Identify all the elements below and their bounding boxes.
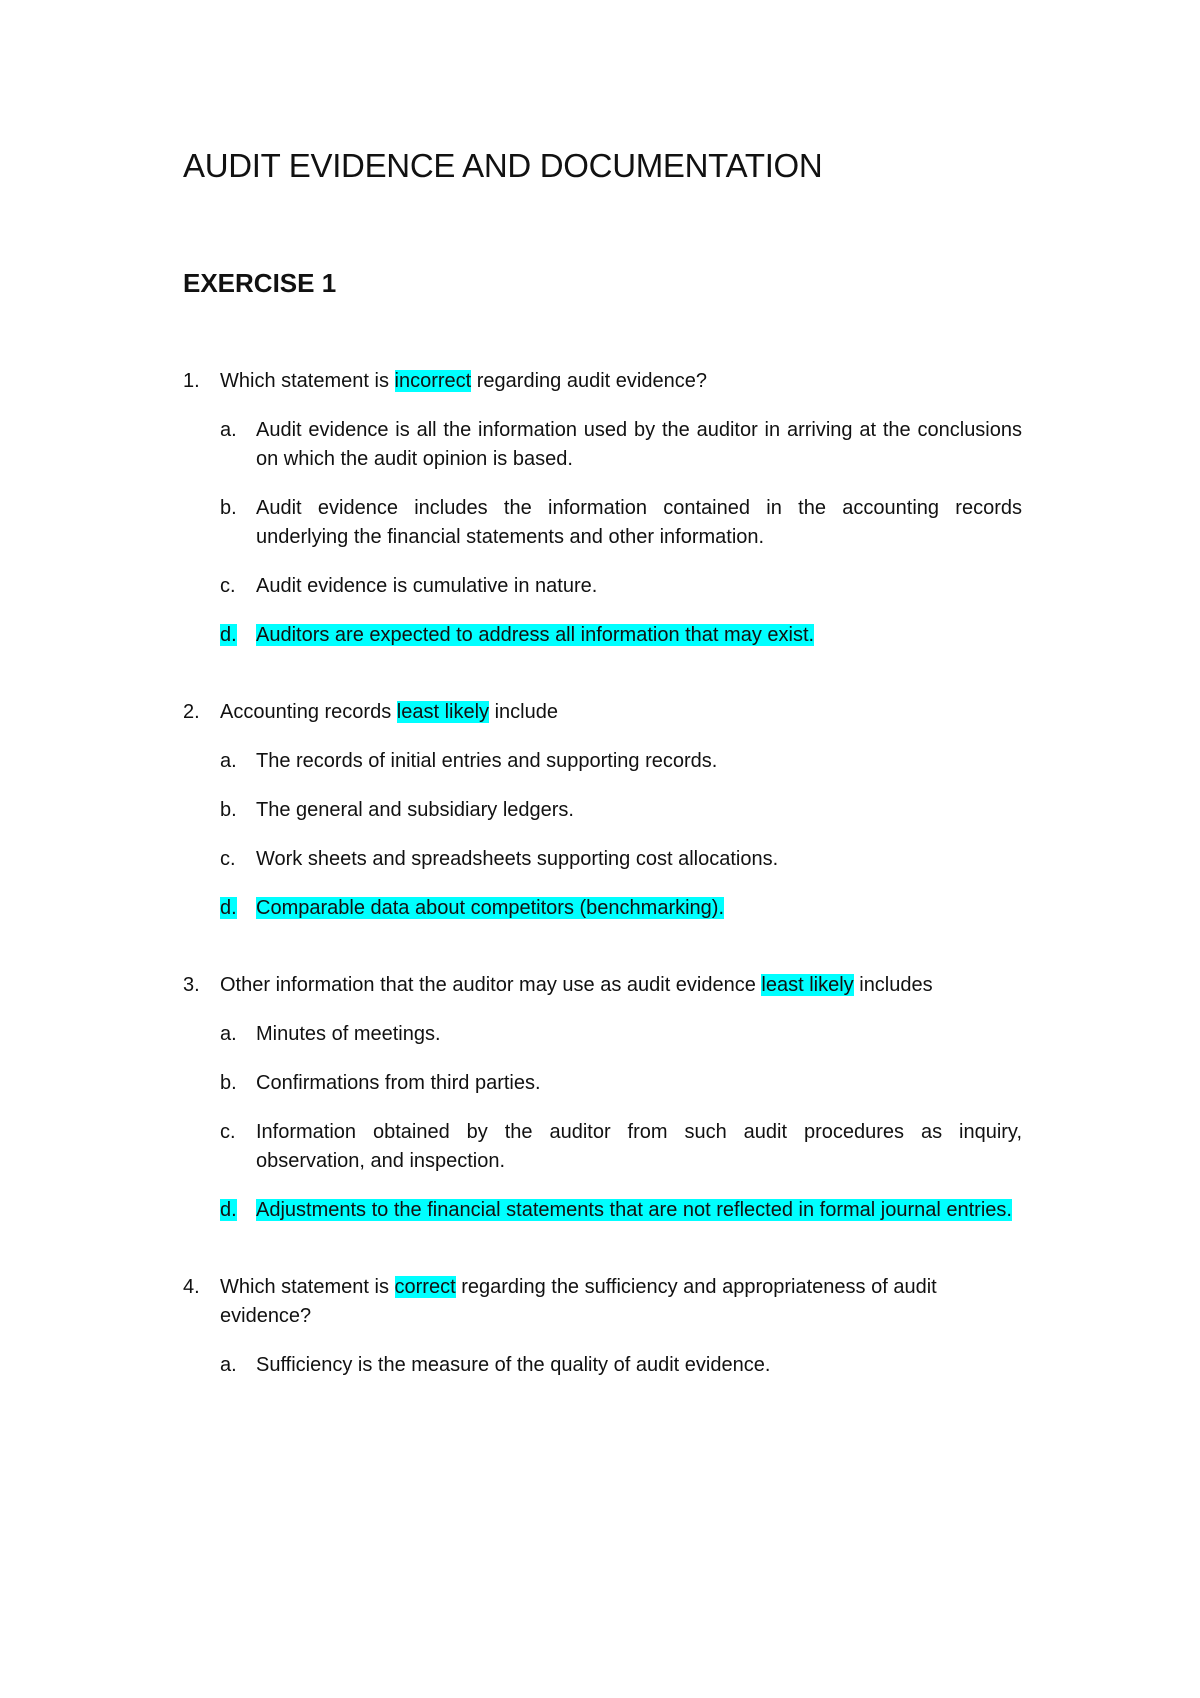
option-text: Confirmations from third parties. [256, 1072, 541, 1094]
option-text: Audit evidence includes the information contained in the accounting records underlying the financial statements and other information. [256, 497, 1022, 548]
option-letter: d. [220, 1199, 237, 1221]
option-text: Comparable data about competitors (benchmarking). [256, 897, 725, 919]
question-number: 2. [183, 701, 200, 723]
question-text [220, 367, 1022, 396]
option-text: Adjustments to the financial statements that are not reflected in formal journal entries. [256, 1199, 1012, 1221]
question-3 [183, 971, 1022, 1225]
option-text: Work sheets and spreadsheets supporting cost allocations. [256, 848, 779, 870]
option-d-answer [220, 621, 1022, 650]
document-title: AUDIT EVIDENCE AND DOCUMENTATION [183, 147, 823, 184]
question-stem [183, 1273, 1022, 1331]
option-text: The records of initial entries and supporting records. [256, 750, 718, 772]
option-text: Audit evidence is cumulative in nature. [256, 575, 598, 597]
question-text-before: Which statement is [220, 370, 395, 392]
option-letter: a. [220, 1354, 237, 1376]
question-text-after: regarding the sufficiency and appropriateness of audit evidence? [220, 1276, 937, 1327]
question-stem [183, 367, 1022, 396]
question-text-after: regarding audit evidence? [471, 370, 707, 392]
option-letter: c. [220, 575, 236, 597]
question-text-before: Accounting records [220, 701, 397, 723]
option-c [220, 1118, 1022, 1176]
option-d-answer [220, 894, 1022, 923]
option-a [220, 1020, 1022, 1049]
option-letter: d. [220, 624, 237, 646]
question-keyword-highlight: incorrect [394, 370, 472, 392]
question-text [220, 1273, 1022, 1331]
question-number: 1. [183, 370, 200, 392]
option-b [220, 796, 1022, 825]
question-1 [183, 367, 1022, 650]
option-a [220, 1351, 1022, 1380]
exercise-title: EXERCISE 1 [183, 268, 337, 298]
question-number: 4. [183, 1276, 200, 1298]
question-number: 3. [183, 974, 200, 996]
option-letter: a. [220, 750, 237, 772]
option-text: Minutes of meetings. [256, 1023, 441, 1045]
option-text: The general and subsidiary ledgers. [256, 799, 574, 821]
question-list [183, 367, 1022, 1380]
question-keyword-highlight: least likely [761, 974, 854, 996]
option-d-answer [220, 1196, 1022, 1225]
option-letter: b. [220, 497, 237, 519]
option-text: Auditors are expected to address all information that may exist. [256, 624, 815, 646]
option-letter: d. [220, 897, 237, 919]
option-letter: c. [220, 1121, 236, 1143]
option-c [220, 845, 1022, 874]
option-text: Audit evidence is all the information used by the auditor in arriving at the conclusions on which the audit opinion is based. [256, 419, 1022, 470]
option-letter: a. [220, 1023, 237, 1045]
question-stem [183, 971, 1022, 1000]
option-letter: a. [220, 419, 237, 441]
question-text-after: includes [853, 974, 933, 996]
question-4 [183, 1273, 1022, 1380]
question-text [220, 698, 1022, 727]
option-b [220, 494, 1022, 552]
question-keyword-highlight: least likely [396, 701, 490, 723]
option-b [220, 1069, 1022, 1098]
question-text-after: include [489, 701, 558, 723]
question-text-before: Other information that the auditor may use as audit evidence [220, 974, 762, 996]
option-a [220, 747, 1022, 776]
question-stem [183, 698, 1022, 727]
question-text [220, 971, 1022, 1000]
question-keyword-highlight: correct [394, 1276, 456, 1298]
option-c [220, 572, 1022, 601]
option-a [220, 416, 1022, 474]
question-text-before: Which statement is [220, 1276, 395, 1298]
option-text: Sufficiency is the measure of the quality of audit evidence. [256, 1354, 771, 1376]
option-letter: b. [220, 799, 237, 821]
question-2 [183, 698, 1022, 923]
option-letter: b. [220, 1072, 237, 1094]
option-text: Information obtained by the auditor from such audit procedures as inquiry, observation, and inspection. [256, 1121, 1022, 1172]
option-letter: c. [220, 848, 236, 870]
